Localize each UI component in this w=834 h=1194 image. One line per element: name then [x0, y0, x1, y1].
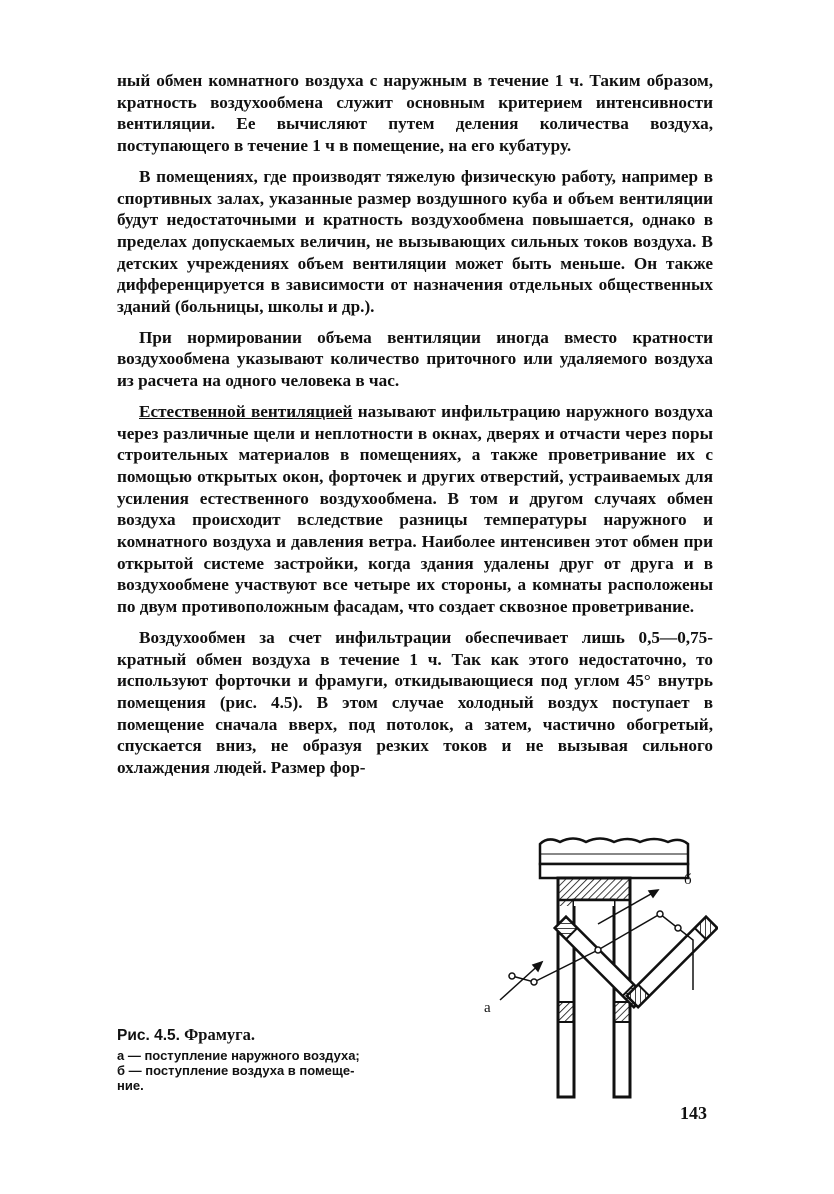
- caption-line-b1: б — поступление воздуха в помеще-: [117, 1063, 355, 1078]
- caption-line-a: а — поступление наружного воздуха;: [117, 1048, 360, 1063]
- right-sash: [627, 917, 718, 1008]
- caption-line-b2: ние.: [117, 1078, 144, 1093]
- figure-caption: [117, 1025, 417, 1093]
- paragraph-5: Воздухообмен за счет инфильтрации обеспечивает лишь 0,5—0,75-кратный обмен воздуха в течение 1 ч. Так как этого недостаточно, то используют форточки и фрамуги, откидывающиеся под углом 45° внутрь помещения (рис. 4.5). В этом случае холодный воздух поступает в помещение сначала вверх, под потолок, а затем, частично обогретый, спускается вниз, не образуя резких токов и не вызывая сильного охлаждения людей. Размер фор-: [117, 627, 713, 778]
- paragraph-3: При нормировании объема вентиляции иногда вместо кратности воздухообмена указывают количество приточного или удаляемого воздуха из расчета на одного человека в час.: [117, 327, 713, 391]
- caption-title: [117, 1025, 417, 1046]
- label-b: б: [684, 872, 692, 888]
- paragraph-4: [117, 401, 713, 618]
- caption-title-text: Фрамуга.: [179, 1025, 256, 1044]
- term-natural-ventilation: Естественной вентиляцией: [139, 401, 353, 421]
- caption-label: Рис. 4.5.: [117, 1027, 180, 1044]
- ceiling-beam: [540, 839, 688, 879]
- label-a: а: [484, 1000, 491, 1016]
- paragraph-1: ный обмен комнатного воздуха с наружным в течение 1 ч. Таким образом, кратность воздухообмена служит основным критерием интенсивности вентиляции. Ее вычисляют путем деления количества воздуха, поступающего в течение 1 ч в помещение, на его кубатуру.: [117, 71, 713, 156]
- body-text: [117, 70, 713, 788]
- page-number: 143: [680, 1103, 707, 1123]
- transom-diagram: [478, 832, 718, 1102]
- air-flow-lines: [500, 890, 693, 1000]
- paragraph-4-text: называют инфильтрацию наружного воздуха через различные щели и неплотности в окнах, дверях и отчасти через поры строительных материалов в помещениях, а также проветривание их с помощью открытых окон, форточек и других отверстий, устраиваемых для усиления естественного воздухообмена. В том и другом случаях обмен воздуха происходит вследствие разницы температуры наружного и комнатного воздуха и давления ветра. Наиболее интенсивен этот обмен при открытой системе застройки, когда здания удалены друг от друга и в воздухообмене участвуют все четыре их стороны, а комнаты расположены по двум противоположным фасадам, что создает сквозное проветривание.: [117, 401, 713, 617]
- paragraph-2: В помещениях, где производят тяжелую физическую работу, например в спортивных залах, указанные размер воздушного куба и объем вентиляции будут недостаточными и кратность воздухообмена повышается, однако в пределах допускаемых величин, не вызывающих сильных токов воздуха. В детских учреждениях объем вентиляции может быть меньше. Он также дифференцируется в зависимости от назначения отдельных общественных зданий (больницы, школы и др.).: [117, 166, 713, 317]
